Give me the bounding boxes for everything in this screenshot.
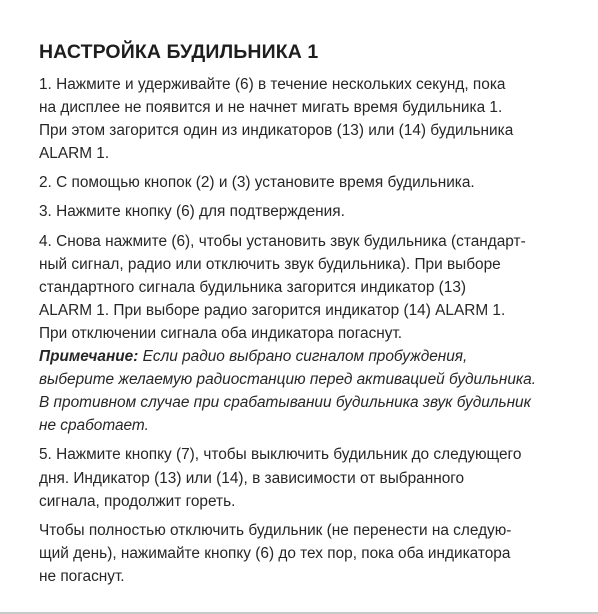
step-1-line: 1. Нажмите и удерживайте (6) в течение нескольких секунд, пока: [39, 76, 506, 93]
step-4-line: стандартного сигнала будильника загорится индикатор (13): [39, 278, 467, 296]
note-label: Примечание:: [39, 348, 139, 366]
section-title: НАСТРОЙКА БУДИЛЬНИКА 1: [39, 41, 319, 63]
step-5: [39, 443, 579, 512]
note-text: Если радио выбрано сигналом пробуждения,: [138, 348, 468, 366]
final-line: Чтобы полностью отключить будильник (не перенести на следую-: [39, 521, 512, 539]
final-line: щий день), нажимайте кнопку (6) до тех пор, пока оба индикатора: [39, 544, 511, 562]
step-3-line: 3. Нажмите кнопку (6) для подтверждения.: [39, 203, 345, 221]
step-5-line: сигнала, продолжит гореть.: [39, 492, 236, 510]
final-paragraph: [39, 519, 579, 588]
step-1: [39, 73, 579, 165]
note-line: не сработает.: [39, 417, 149, 435]
step-1-line: При этом загорится один из индикаторов (13) или (14) будильника: [39, 122, 514, 140]
step-4-line: ный сигнал, радио или отключить звук будильника). При выборе: [39, 255, 501, 273]
step-2-line: 2. С помощью кнопок (2) и (3) установите время будильника.: [39, 174, 475, 192]
step-4: [39, 230, 579, 345]
step-5-line: дня. Индикатор (13) или (14), в зависимости от выбранного: [39, 469, 465, 487]
final-line: не погаснут.: [39, 567, 125, 585]
step-1-line: на дисплее не появится и не начнет мигать время будильника 1.: [39, 99, 503, 117]
note-block: [39, 345, 579, 437]
step-1-line: ALARM 1.: [39, 145, 110, 163]
step-4-line: 4. Снова нажмите (6), чтобы установить звук будильника (стандарт-: [39, 232, 526, 250]
step-5-line: 5. Нажмите кнопку (7), чтобы выключить будильник до следующего: [39, 446, 522, 464]
step-4-line: При отключении сигнала оба индикатора погаснут.: [39, 324, 403, 342]
step-4-line: ALARM 1. При выборе радио загорится индикатор (14) ALARM 1.: [39, 301, 506, 319]
note-line: В противном случае при срабатывании будильника звук будильник: [39, 394, 531, 412]
manual-page: [39, 41, 579, 594]
step-2: [39, 171, 579, 194]
note-line: выберите желаемую радиостанцию перед активацией будильника.: [39, 371, 536, 389]
step-3: [39, 200, 579, 223]
note-first-line: [39, 345, 579, 368]
